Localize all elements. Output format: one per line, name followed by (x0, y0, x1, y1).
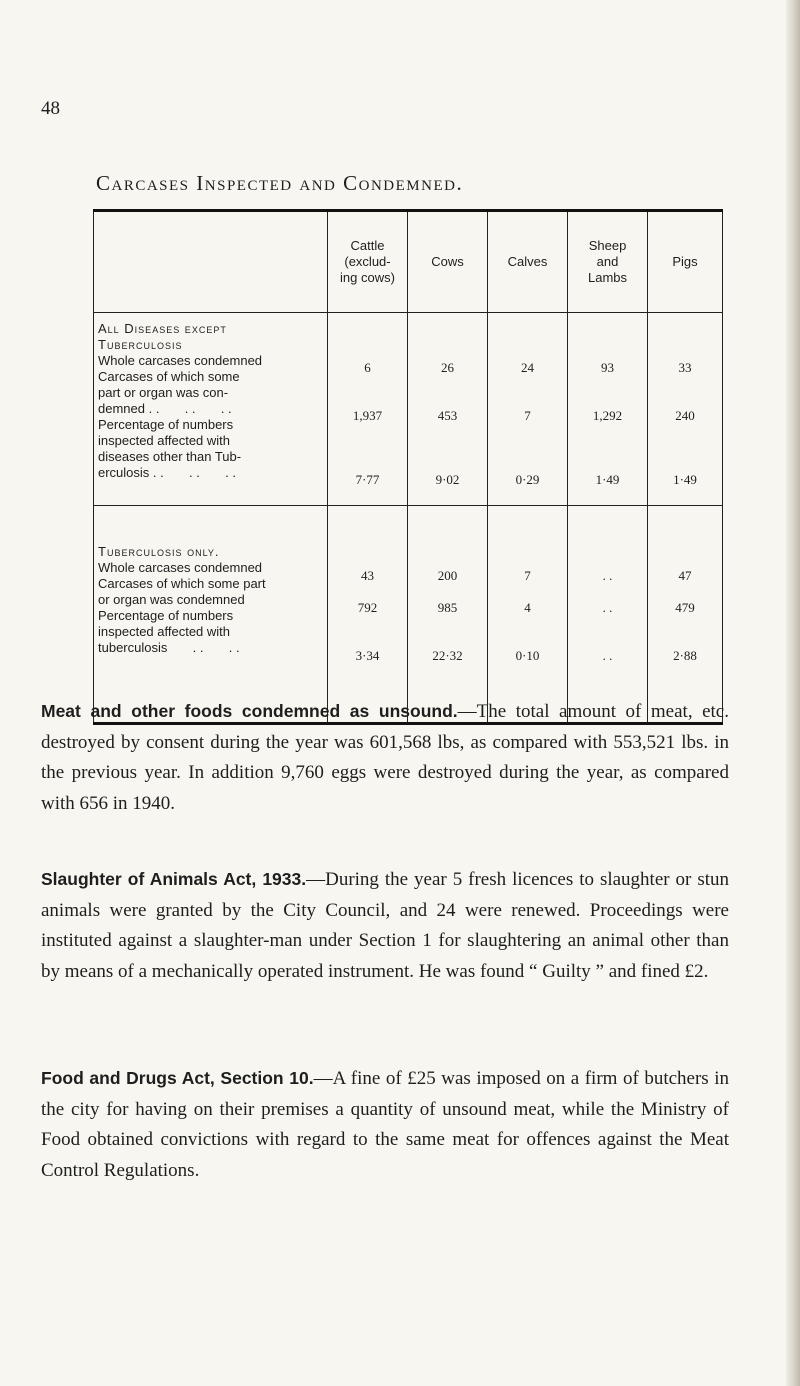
cell-value: 7·77 (355, 472, 380, 487)
row-label-line: Whole carcases condemned (98, 353, 263, 368)
column-cows (408, 506, 488, 724)
section-description (94, 506, 328, 724)
header-pigs (648, 211, 723, 313)
paragraph-text: —The total amount of meat, etc. destroyed by consent during the year was 601,568 lbs, as compared with 553,521 lbs. in the previous year. In addition 9,760 eggs were destroyed during the year, as compared with 656 in 1940. (41, 701, 729, 814)
cell-value: 4 (524, 600, 531, 615)
paragraph-text: —During the year 5 fresh licences to slaughter or stun animals were granted by the City Council, and 24 were renewed. Proceedings were instituted against a slaughter-man under Section 1 for slaughtering an animal other than by means of a mechanically operated instrument. He was found “ Guilty ” and fined £2. (41, 869, 729, 982)
paragraph-heading: Slaughter of Animals Act, 1933. (41, 869, 307, 889)
cell-value: 1·49 (595, 472, 620, 487)
header-line: Calves (507, 254, 548, 269)
table-section-tuberculosis (94, 506, 723, 724)
cell-value: 240 (675, 408, 695, 423)
header-line: (exclud- (344, 254, 391, 269)
carcases-table (93, 209, 723, 725)
table-header-row (94, 211, 723, 313)
cell-value: 479 (675, 600, 695, 615)
header-calves (488, 211, 568, 313)
row-label-line: demned . . . . . . (98, 401, 232, 416)
header-line: Lambs (587, 270, 628, 285)
cell-value: 26 (441, 360, 454, 375)
row-label-line: diseases other than Tub- (98, 449, 242, 464)
row-label-line: Percentage of numbers (98, 417, 234, 432)
column-calves (488, 313, 568, 506)
column-cattle (328, 313, 408, 506)
cell-value: 93 (601, 360, 614, 375)
cell-value: 200 (437, 568, 458, 583)
cell-value: . . (602, 600, 613, 615)
cell-value: 47 (678, 568, 692, 583)
row-label-line: inspected affected with (98, 624, 231, 639)
page-edge-shadow (786, 0, 800, 1386)
row-label-line: Carcases of which some (98, 369, 240, 384)
header-cattle (328, 211, 408, 313)
header-sheep (568, 211, 648, 313)
row-label-line: erculosis . . . . . . (98, 465, 236, 480)
column-calves (488, 506, 568, 724)
row-label-line: part or organ was con- (98, 385, 229, 400)
paragraph-heading: Food and Drugs Act, Section 10. (41, 1068, 314, 1088)
column-sheep (568, 506, 648, 724)
row-label-line: Carcases of which some part (98, 576, 266, 591)
cell-value: 2·88 (673, 648, 697, 663)
section-heading-line: All Diseases except (98, 321, 227, 336)
row-label-line: Whole carcases condemned (98, 560, 263, 575)
cell-value: 985 (437, 600, 458, 615)
header-line: and (596, 254, 619, 269)
cell-value: 3·34 (355, 648, 380, 663)
cell-value: . . (602, 568, 613, 583)
section-heading-line: Tuberculosis only. (98, 544, 220, 559)
cell-value: 33 (678, 360, 692, 375)
cell-value: 9·02 (435, 472, 460, 487)
row-label-line: inspected affected with (98, 433, 231, 448)
cell-value: 0·10 (515, 648, 540, 663)
cell-value: 7 (524, 408, 531, 423)
header-line: Cows (431, 254, 464, 269)
cell-value: 22·32 (432, 648, 463, 663)
paragraph-meat-condemned (41, 696, 729, 819)
column-cattle (328, 506, 408, 724)
page-number: 48 (41, 98, 60, 119)
row-label-line: or organ was condemned (98, 592, 245, 607)
header-line: Sheep (588, 238, 627, 253)
cell-value: 6 (364, 360, 371, 375)
cell-value: 24 (521, 360, 534, 375)
header-line: ing cows) (340, 270, 395, 285)
column-cows (408, 313, 488, 506)
row-label-line: Percentage of numbers (98, 608, 234, 623)
header-line: Pigs (672, 254, 698, 269)
cell-value: 453 (437, 408, 458, 423)
page-title: Carcases Inspected and Condemned. (96, 171, 464, 195)
column-pigs (648, 506, 723, 724)
cell-value: 792 (357, 600, 378, 615)
cell-value: 0·29 (515, 472, 540, 487)
header-cows (408, 211, 488, 313)
column-sheep (568, 313, 648, 506)
header-line: Cattle (350, 238, 385, 253)
section-description (94, 313, 328, 506)
cell-value: 7 (524, 568, 531, 583)
paragraph-text: —A fine of £25 was imposed on a firm of butchers in the city for having on their premises a quantity of unsound meat, while the Ministry of Food obtained convictions with regard to the same meat for offences against the Meat Control Regulations. (41, 1068, 730, 1181)
paragraph-heading: Meat and other foods condemned as unsound. (41, 701, 458, 721)
column-pigs (648, 313, 723, 506)
cell-value: 43 (361, 568, 374, 583)
header-blank (94, 211, 328, 313)
cell-value: . . (602, 648, 613, 663)
cell-value: 1,292 (592, 408, 623, 423)
paragraph-food-drugs-act (41, 1063, 729, 1186)
section-heading-line: Tuberculosis (98, 337, 183, 352)
cell-value: 1,937 (352, 408, 383, 423)
row-label-line: tuberculosis . . . . (98, 640, 240, 655)
paragraph-slaughter-act (41, 864, 729, 987)
table-section-all-diseases (94, 313, 723, 506)
cell-value: 1·49 (673, 472, 697, 487)
